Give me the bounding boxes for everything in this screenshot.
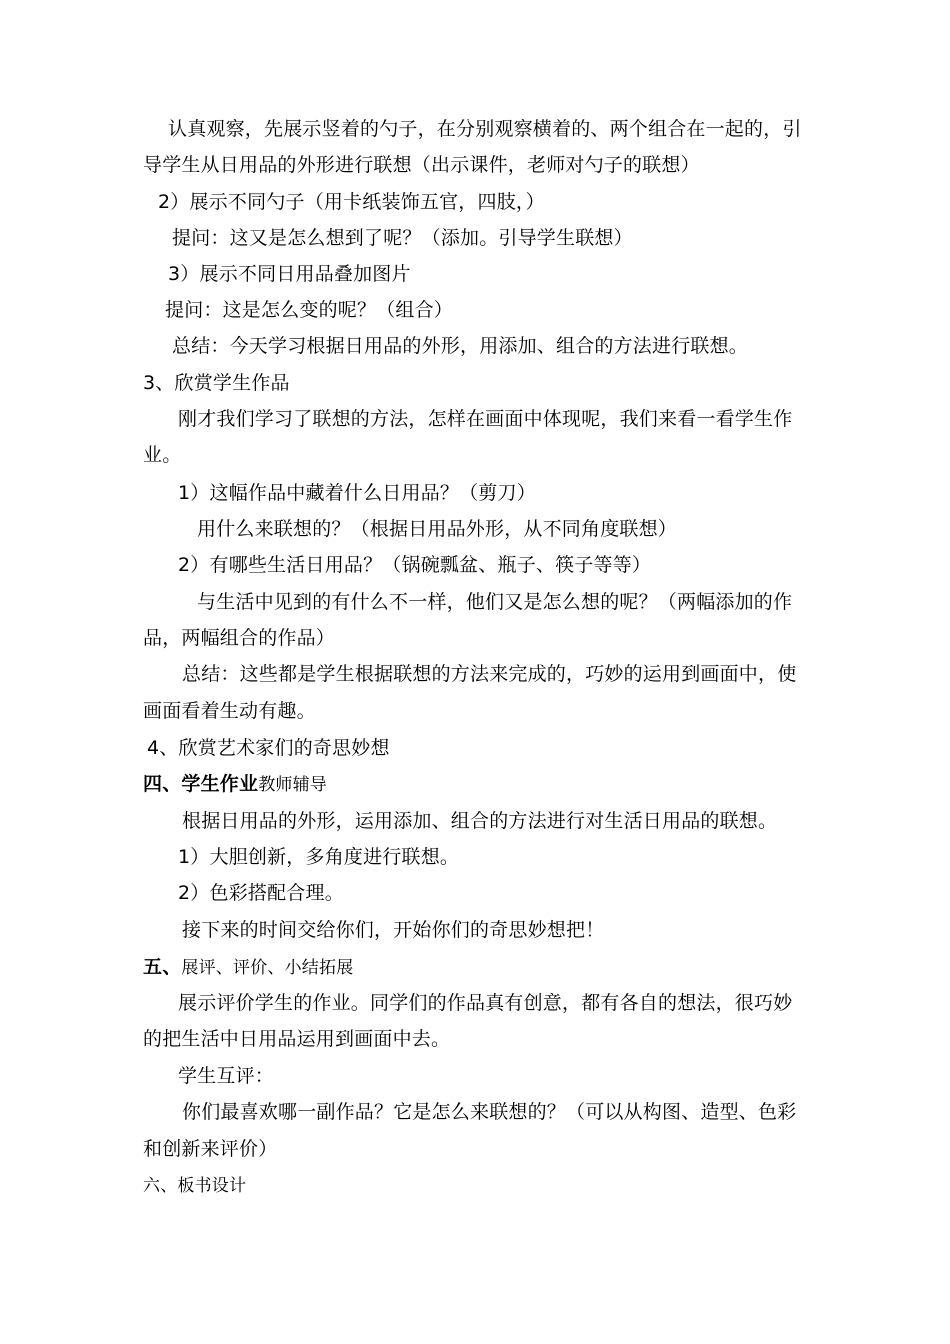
paragraph-line: 品，两幅组合的作品）: [143, 627, 336, 649]
paragraph-line: 业。: [143, 444, 182, 466]
paragraph-line: 和创新来评价）: [143, 1138, 278, 1160]
paragraph-line: 根据日用品的外形，运用添加、组合的方法进行对生活日用品的联想。: [182, 810, 778, 832]
list-item: 2）色彩搭配合理。: [178, 882, 344, 904]
section-heading-6: 六、板书设计: [143, 1176, 247, 1196]
paragraph-line: 展示评价学生的作业。同学们的作品真有创意，都有各自的想法，很巧妙: [178, 992, 793, 1014]
list-item: 2）有哪些生活日用品？（锅碗瓢盆、瓶子、筷子等等）: [178, 554, 652, 576]
section-heading: 3、欣赏学生作品: [143, 372, 290, 394]
paragraph-line: 接下来的时间交给你们，开始你们的奇思妙想把！: [182, 919, 605, 941]
heading-sub: 展评、评价、小结拓展: [181, 958, 354, 978]
paragraph-line: 学生互评：: [178, 1065, 275, 1087]
list-item: 1）大胆创新，多角度进行联想。: [178, 846, 460, 868]
section-heading-4: [143, 772, 327, 797]
paragraph-line: 提问：这是怎么变的呢？（组合）: [165, 299, 454, 321]
paragraph-line: 用什么来联想的？（根据日用品外形，从不同角度联想）: [197, 518, 678, 540]
list-item: 2）展示不同勺子（用卡纸装饰五官，四肢，）: [158, 191, 545, 213]
section-heading: 4、欣赏艺术家们的奇思妙想: [147, 737, 390, 759]
paragraph-line: 的把生活中日用品运用到画面中去。: [143, 1028, 451, 1050]
paragraph-line: 总结：今天学习根据日用品的外形，用添加、组合的方法进行联想。: [172, 335, 749, 357]
section-heading-5: [143, 955, 353, 980]
paragraph-line: 导学生从日用品的外形进行联想（出示课件，老师对勺子的联想）: [143, 154, 700, 176]
paragraph-line: 提问：这又是怎么想到了呢？（添加。引导学生联想）: [172, 227, 633, 249]
paragraph-line: 你们最喜欢哪一副作品？它是怎么来联想的？（可以从构图、造型、色彩: [182, 1101, 797, 1123]
paragraph-line: 画面看着生动有趣。: [143, 700, 316, 722]
paragraph-line: 与生活中见到的有什么不一样，他们又是怎么想的呢？（两幅添加的作: [197, 591, 793, 613]
heading-main: 五、: [143, 956, 182, 978]
paragraph-line: 认真观察，先展示竖着的勺子，在分别观察横着的、两个组合在一起的，引: [168, 118, 802, 140]
paragraph-line: 刚才我们学习了联想的方法，怎样在画面中体现呢，我们来看一看学生作: [178, 408, 793, 430]
heading-sub: 教师辅导: [258, 775, 328, 795]
list-item: 3）展示不同日用品叠加图片: [168, 263, 411, 285]
paragraph-line: 总结：这些都是学生根据联想的方法来完成的，巧妙的运用到画面中，使: [182, 663, 797, 685]
list-item: 1）这幅作品中藏着什么日用品？（剪刀）: [178, 482, 536, 504]
heading-main: 四、学生作业: [143, 773, 259, 795]
